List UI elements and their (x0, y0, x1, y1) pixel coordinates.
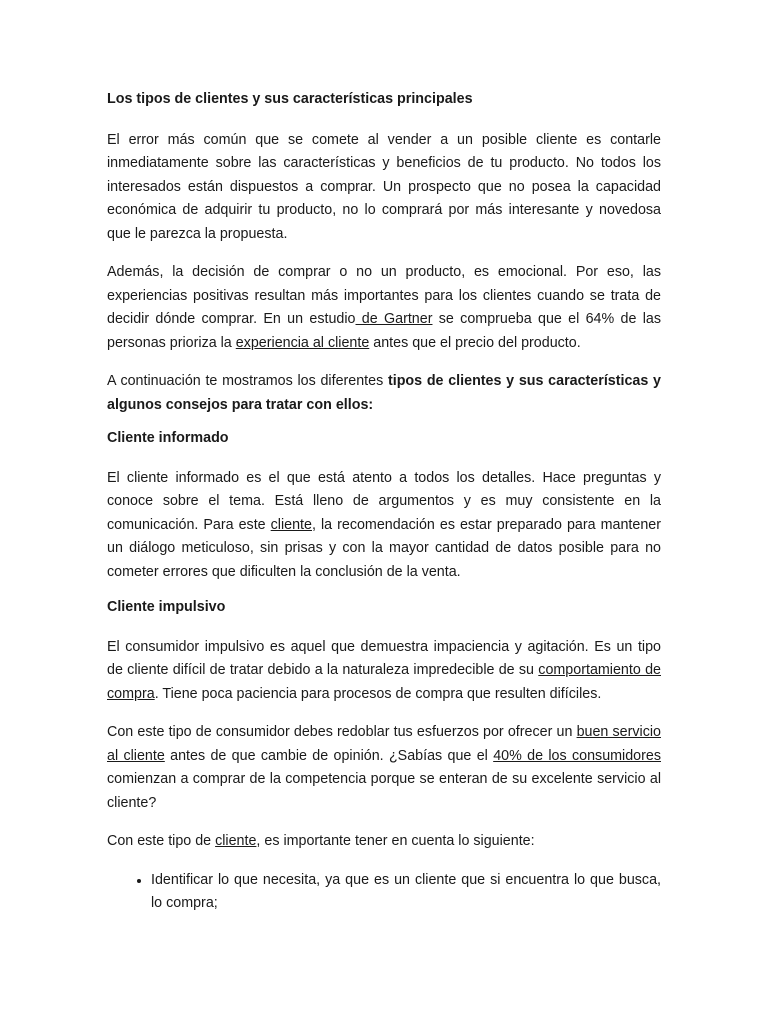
text-segment: Con este tipo de (107, 833, 216, 849)
link-cliente-2[interactable]: cliente (215, 833, 257, 849)
link-gartner[interactable]: de Gartner (355, 311, 433, 327)
paragraph-intro: El error más común que se comete al vender a un posible cliente es contarle inmediatamente sobre las características y beneficios de tu producto. No todos los interesados están dispuestos a comprar. Un prospecto que no posea la capacidad económica de adquirir tu producto, no lo comprará por más interesante y novedosa que le parezca la propuesta. (107, 131, 661, 242)
text-segment: El consumidor impulsivo es aquel que demuestra impaciencia y agitación. Es un tipo de cliente difícil de tratar debido a la naturaleza impredecible de su (107, 638, 661, 678)
text-segment: El cliente informado es el que está atento a todos los detalles. Hace preguntas y conoce sobre el tema. Está lleno de argumentos y es muy consistente en la comunicación. Para este (107, 469, 661, 533)
document-page (107, 88, 661, 916)
text-segment: Con este tipo de consumidor debes redoblar tus esfuerzos por ofrecer un (107, 724, 577, 740)
paragraph-cliente-informado (107, 467, 661, 585)
text-segment: antes de que cambie de opinión. ¿Sabías que el (164, 747, 494, 764)
document-title: Los tipos de clientes y sus características principales (107, 91, 473, 107)
heading-cliente-informado: Cliente informado (107, 430, 229, 446)
text-segment: Además, la decisión de comprar o no un producto, es emocional. Por eso, las experiencias positivas resultan más importantes para los clientes cuando se trata de decidir dónde comprar. En un estudio (107, 264, 661, 327)
text-segment: , es importante tener en cuenta lo siguiente: (256, 833, 535, 849)
link-buen-servicio-al-cliente[interactable]: buen servicio al cliente (107, 724, 661, 764)
link-40-de-los-consumidores[interactable]: 40% de los consumidores (493, 747, 661, 764)
link-comportamiento-de-compra[interactable]: comportamiento de compra (107, 662, 661, 702)
paragraph-servicio (107, 721, 661, 815)
text-segment: comienzan a comprar de la competencia porque se enteran de su excelente servicio al cliente? (107, 771, 661, 811)
text-segment: , la recomendación es estar preparado para mantener un diálogo meticuloso, sin prisas y con la mayor cantidad de datos posible para no cometer errores que dificulten la conclusión de la venta. (107, 516, 661, 580)
paragraph-types-intro (107, 370, 661, 417)
link-cliente[interactable]: cliente (270, 516, 312, 533)
heading-cliente-impulsivo: Cliente impulsivo (107, 599, 226, 615)
list-item: • Identificar lo que necesita, ya que es un cliente que si encuentra lo que busca, lo compra; (151, 869, 661, 916)
text-segment: se comprueba que el 64% de las personas prioriza la (107, 311, 661, 351)
link-experiencia-al-cliente[interactable]: experiencia al cliente (235, 334, 370, 351)
bullet-list (107, 869, 661, 916)
text-segment: . Tiene poca paciencia para procesos de compra que resulten difíciles. (154, 685, 602, 702)
bold-text: tipos de clientes y sus características y algunos consejos para tratar con ellos: (107, 373, 661, 413)
text-segment: A continuación te mostramos los diferentes (107, 373, 388, 389)
text-segment: antes que el precio del producto. (369, 334, 581, 351)
paragraph-cliente-impulsivo (107, 636, 661, 707)
paragraph-tener-en-cuenta (107, 830, 661, 854)
paragraph-emotional-decision (107, 261, 661, 355)
